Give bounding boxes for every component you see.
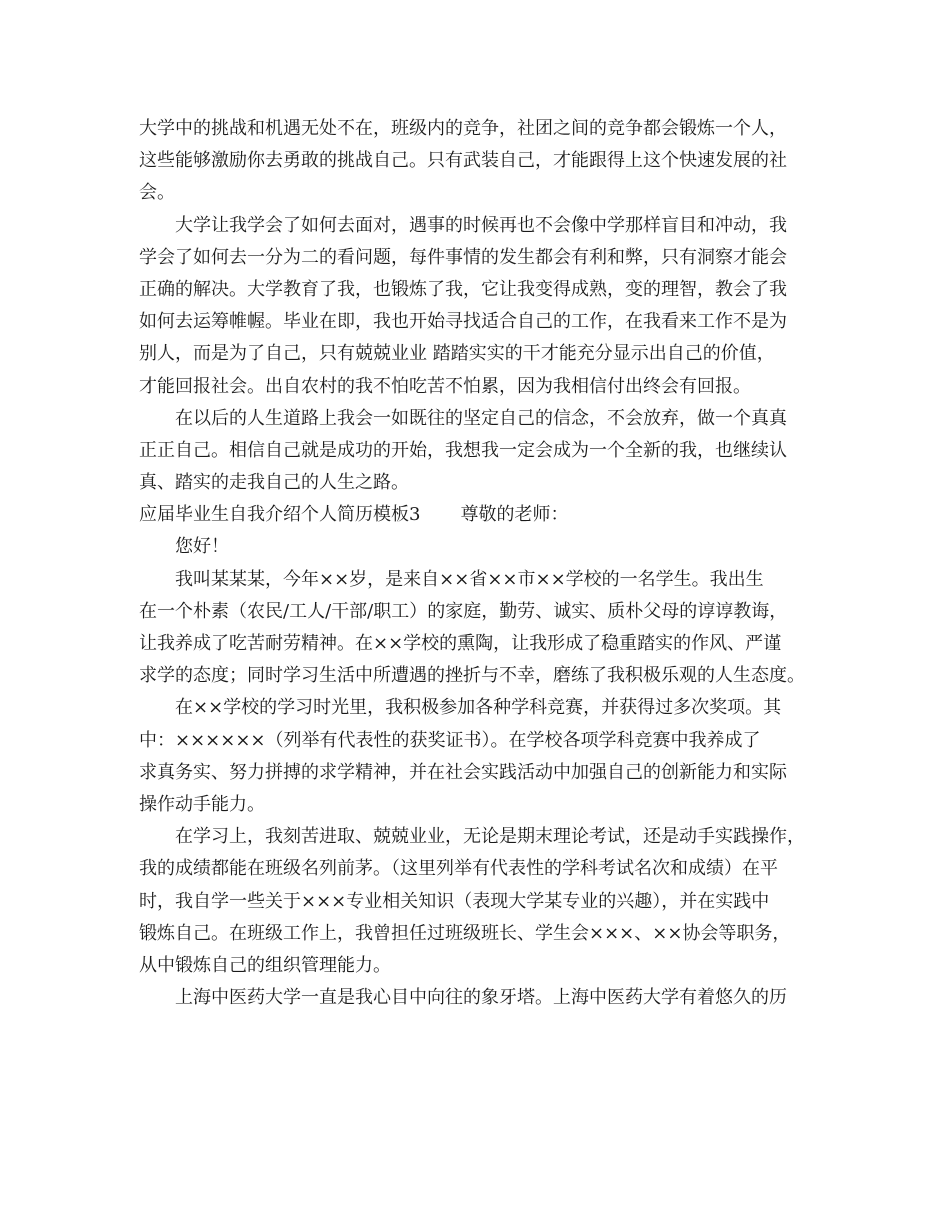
greeting: 您好！ bbox=[175, 536, 229, 558]
text-line: 我的成绩都能在班级名列前茅。（这里列举有代表性的学科考试名次和成绩）在平 bbox=[139, 858, 778, 880]
text-line: 正正自己。相信自己就是成功的开始，我想我一定会成为一个全新的我，也继续认 bbox=[139, 439, 787, 461]
text-line: 我叫某某某，今年××岁，是来自××省××市××学校的一名学生。我出生 bbox=[175, 568, 764, 590]
text-line: 在××学校的学习时光里，我积极参加各种学科竞赛，并获得过多次奖项。其 bbox=[175, 697, 782, 719]
text-line: 真、踏实的走我自己的人生之路。 bbox=[139, 472, 409, 494]
text-line: 会。 bbox=[139, 182, 175, 204]
text-line: 别人，而是为了自己，只有兢兢业业 踏踏实实的干才能充分显示出自己的价值， bbox=[139, 343, 775, 365]
text-line: 锻炼自己。在班级工作上，我曾担任过班级班长、学生会×××、××协会等职务， bbox=[139, 922, 791, 944]
text-line: 中：××××××（列举有代表性的获奖证书）。在学校各项学科竞赛中我养成了 bbox=[139, 729, 761, 751]
salutation: 尊敬的老师： bbox=[460, 504, 569, 526]
heading-title: 应届毕业生自我介绍个人简历模板3 bbox=[139, 504, 421, 526]
text-line: 在一个朴素（农民/工人/干部/职工）的家庭，勤劳、诚实、质朴父母的谆谆教诲， bbox=[139, 600, 788, 622]
text-line: 大学让我学会了如何去面对，遇事的时候再也不会像中学那样盲目和冲动，我 bbox=[175, 214, 787, 236]
text-line: 学会了如何去一分为二的看问题，每件事情的发生都会有利和弊，只有洞察才能会 bbox=[139, 246, 787, 268]
text-line: 时，我自学一些关于×××专业相关知识（表现大学某专业的兴趣），并在实践中 bbox=[139, 890, 770, 912]
text-line: 上海中医药大学一直是我心目中向往的象牙塔。上海中医药大学有着悠久的历 bbox=[175, 987, 787, 1009]
text-line: 让我养成了吃苦耐劳精神。在××学校的熏陶，让我形成了稳重踏实的作风、严谨 bbox=[139, 633, 782, 654]
text-line: 求真务实、努力拼搏的求学精神，并在社会实践活动中加强自己的创新能力和实际 bbox=[139, 761, 787, 783]
text-line: 才能回报社会。出自农村的我不怕吃苦不怕累，因为我相信付出终会有回报。 bbox=[139, 375, 751, 397]
text-line: 从中锻炼自己的组织管理能力。 bbox=[139, 954, 391, 976]
section-heading bbox=[139, 499, 819, 531]
text-line: 如何去运筹帷幄。毕业在即，我也开始寻找适合自己的工作，在我看来工作不是为 bbox=[139, 311, 787, 333]
text-line: 这些能够激励你去勇敢的挑战自己。只有武装自己，才能跟得上这个快速发展的社 bbox=[139, 150, 787, 172]
text-line: 操作动手能力。 bbox=[139, 793, 265, 815]
text-line: 正确的解决。大学教育了我，也锻炼了我，它让我变得成熟，变的理智，教会了我 bbox=[139, 278, 787, 300]
text-line: 在以后的人生道路上我会一如既往的坚定自己的信念，不会放弃，做一个真真 bbox=[175, 407, 787, 429]
document-body bbox=[139, 113, 819, 1014]
text-line: 在学习上，我刻苦进取、兢兢业业，无论是期末理论考试，还是动手实践操作， bbox=[175, 826, 805, 848]
text-line: 大学中的挑战和机遇无处不在，班级内的竞争，社团之间的竞争都会锻炼一个人， bbox=[139, 118, 787, 139]
text-line: 求学的态度；同时学习生活中所遭遇的挫折与不幸，磨练了我积极乐观的人生态度。 bbox=[139, 665, 805, 687]
